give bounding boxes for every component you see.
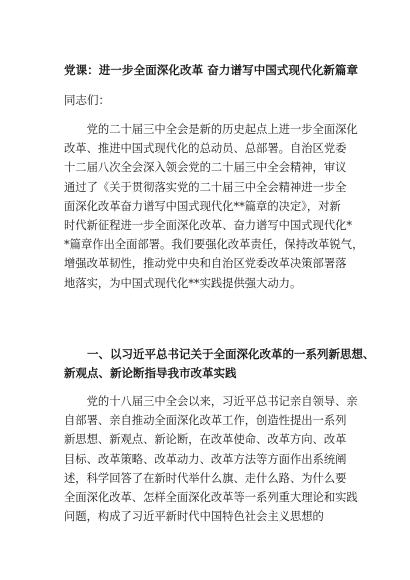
paragraph-line: 述，科学回答了在新时代举什么旗、走什么路、为什么要 <box>64 471 347 485</box>
paragraph-line: 新思想、新观点、新论断，在改革使命、改革方向、改革 <box>64 433 347 447</box>
body-paragraph-1 <box>64 120 363 293</box>
paragraph-line: *篇章作出全面部署。我们要强化改革责任，保持改革锐气， <box>64 238 364 252</box>
paragraph-line: 通过了《关于贯彻落实党的二十届三中全会精神进一步全 <box>64 180 347 194</box>
paragraph-line: 党的二十届三中全会是新的历史起点上进一步全面深化 <box>64 123 358 136</box>
salutation: 同志们： <box>64 93 110 107</box>
paragraph-line: 时代新征程进一步全面深化改革、奋力谱写中国式现代化* <box>64 218 353 232</box>
section-heading-1 <box>64 345 375 383</box>
paragraph-line: 问题，构成了习近平新时代中国特色社会主义思想的 <box>64 510 324 524</box>
paragraph-line: 全面深化改革、怎样全面深化改革等一系列重大理论和实践 <box>64 490 358 504</box>
paragraph-line: 面深化改革奋力谱写中国式现代化**篇章的决定》，对新 <box>64 199 341 213</box>
paragraph-line: 地落实，为中国式现代化**实践提供强大动力。 <box>64 276 302 290</box>
heading-line: 新观点、新论断指导我市改革实践 <box>64 366 237 381</box>
document-title: 党课：进一步全面深化改革 奋力谱写中国式现代化新篇章 <box>64 63 359 77</box>
paragraph-line: 目标、改革策略、改革动力、改革方法等方面作出系统阐 <box>64 452 347 466</box>
paragraph-line: 增强改革韧性，推动党中央和自治区党委改革决策部署落 <box>64 257 347 271</box>
paragraph-line: 十二届八次全会深入领会党的二十届三中全会精神，审议 <box>64 161 347 175</box>
paragraph-line: 党的十八届三中全会以来，习近平总书记亲自领导、亲 <box>64 395 358 408</box>
paragraph-line: 自部署、亲自推动全面深化改革工作，创造性提出一系列 <box>64 414 347 428</box>
heading-line: 一、以习近平总书记关于全面深化改革的一系列新思想、 <box>64 347 375 361</box>
body-paragraph-2 <box>64 392 358 526</box>
paragraph-line: 改革、推进中国式现代化的总动员、总部署。自治区党委 <box>64 142 347 156</box>
